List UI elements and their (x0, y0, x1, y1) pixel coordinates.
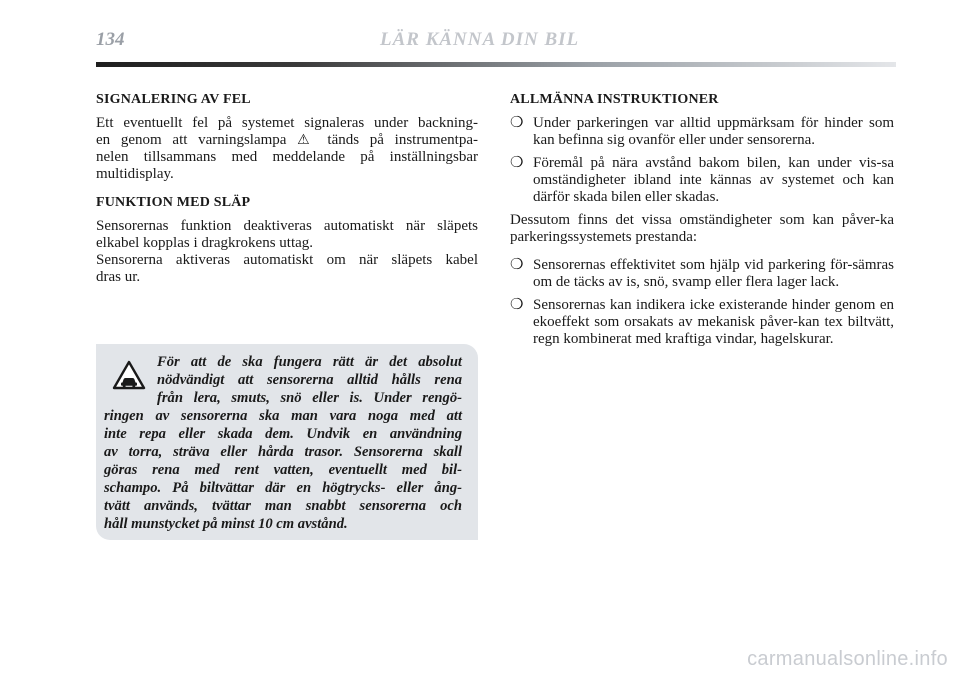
trailer-line: dras ur. (96, 269, 141, 285)
bullet-text: Föremål på nära avstånd bakom bilen, kan under vis-sa omständigheter ibland inte kännas av systemet och kan därför skada bilen eller skadas. (533, 155, 894, 205)
list-item (510, 155, 894, 206)
note-line: nödvändigt att sensorerna alltid hålls rena (157, 372, 462, 388)
fault-line-suffix: tänds på instrumentpa- (327, 132, 478, 148)
fault-line: multidisplay. (96, 166, 174, 182)
bullet-icon: ❍ (510, 297, 524, 313)
page-header (96, 24, 896, 74)
fault-line-prefix: en genom att varningslampa (96, 132, 287, 148)
right-column (510, 91, 894, 354)
watermark: carmanualsonline.info (747, 648, 948, 670)
note-line: göras rena med rent vatten, eventuellt med bil- (104, 462, 462, 478)
note-line: ringen av sensorerna ska man vara noga med att (104, 408, 462, 424)
note-line: tvätt används, tvättar man snabbt sensorerna och (104, 498, 462, 514)
fault-line: nelen tillsammans med meddelande på inställningsbar (96, 149, 478, 165)
trailer-paragraph (96, 218, 478, 286)
bullet-icon: ❍ (510, 257, 524, 273)
note-line: För att de ska fungera rätt är det absolut (157, 354, 462, 370)
page-number: 134 (96, 29, 125, 50)
trailer-line: elkabel kopplas i dragkrokens uttag. (96, 235, 314, 251)
bullet-text: Under parkeringen var alltid uppmärksam för hinder som kan befinna sig ovanför eller under sensorerna. (533, 115, 894, 148)
bullet-text: Sensorernas kan indikera icke existerande hinder genom en ekoeffekt som orsakats av mekanisk påver-kan tex biltvätt, regn kombinerat med kraftiga vindar, hagelskurar. (533, 297, 894, 347)
warning-light-icon: ⚠ (297, 133, 317, 148)
left-column (96, 91, 478, 297)
list-item (510, 257, 894, 291)
header-rule (96, 62, 896, 67)
note-line: av torra, sträva eller hårda trasor. Sensorerna skall (104, 444, 462, 460)
warning-note-text (104, 353, 462, 533)
fault-heading: SIGNALERING AV FEL (96, 92, 251, 107)
fault-paragraph (96, 115, 478, 183)
note-line: inte repa eller skada dem. Undvik en användning (104, 426, 462, 442)
intro-paragraph: Dessutom finns det vissa omständigheter som kan påver-ka parkeringssystemets prestanda: (510, 212, 894, 245)
note-line: från lera, smuts, snö eller is. Under rengö- (157, 390, 462, 406)
general-instructions-heading: ALLMÄNNA INSTRUKTIONER (510, 92, 719, 107)
bullet-text: Sensorernas effektivitet som hjälp vid parkering för-sämras om de täcks av is, snö, svamp eller flera lager lack. (533, 257, 894, 290)
fault-line (96, 132, 478, 149)
trailer-line: Sensorernas funktion deaktiveras automatiskt när släpets (96, 218, 478, 234)
note-line: schampo. På biltvättar där en högtrycks- eller ång- (104, 480, 462, 496)
bullet-icon: ❍ (510, 155, 524, 171)
bullet-icon: ❍ (510, 115, 524, 131)
list-item (510, 297, 894, 348)
warning-note-box (96, 344, 478, 540)
trailer-line: Sensorerna aktiveras automatiskt om när släpets kabel (96, 252, 478, 268)
trailer-heading: FUNKTION MED SLÄP (96, 195, 251, 210)
list-item (510, 115, 894, 149)
fault-line: Ett eventuellt fel på systemet signaleras under backning- (96, 115, 478, 131)
section-title: LÄR KÄNNA DIN BIL (380, 29, 580, 50)
note-line: håll munstycket på minst 10 cm avstånd. (104, 516, 348, 532)
